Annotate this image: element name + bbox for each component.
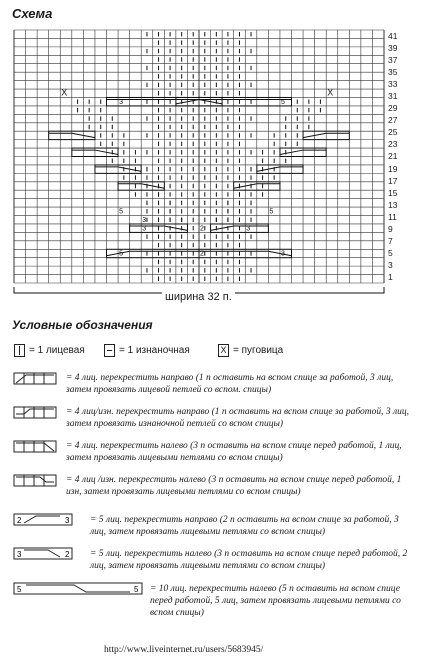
legend-knit-text: = 1 лицевая bbox=[29, 345, 85, 356]
cable-10-left-icon bbox=[10, 581, 146, 597]
cable-legend-row bbox=[10, 512, 415, 544]
cable-number-label: 3 bbox=[246, 225, 251, 233]
cable-number-label: 2 bbox=[200, 225, 204, 233]
knit-symbol-icon bbox=[14, 344, 25, 357]
cable-legend-row bbox=[10, 581, 415, 621]
cable-4-left-purl-icon bbox=[10, 474, 60, 488]
legend-button bbox=[218, 344, 283, 357]
cable-legend-row bbox=[10, 440, 415, 470]
row-number: 21 bbox=[388, 151, 398, 162]
row-number: 11 bbox=[388, 211, 397, 222]
cable-legend-row bbox=[10, 546, 415, 578]
svg-text:3: 3 bbox=[65, 516, 70, 525]
row-number: 13 bbox=[388, 199, 398, 210]
row-number: 15 bbox=[388, 187, 398, 198]
cable-number-label: 3 bbox=[119, 98, 123, 106]
source-watermark: http://www.liveinternet.ru/users/5683945/ bbox=[104, 645, 264, 655]
row-number: 7 bbox=[388, 235, 393, 246]
cable-legend-text: = 5 лиц. перекрестить налево (3 п оставить на вспом спице перед работой, 2 лиц, затем провязать лицевыми петлями со вспом спицы) bbox=[90, 549, 408, 571]
legend-purl-text: = 1 изнаночная bbox=[119, 345, 190, 356]
row-number: 23 bbox=[388, 139, 398, 150]
page-title: Схема bbox=[12, 6, 53, 21]
cable-legend-text: = 4 лиц/изн. перекрестить направо (1 п оставить на вспом спице за работой, 3 лиц, затем провязать изнаночной петлей со вспом спицы) bbox=[66, 407, 410, 429]
legend-title: Условные обозначения bbox=[12, 318, 153, 332]
cable-legend-text: = 4 лиц. перекрестить налево (3 п оставить на вспом спице перед работой, 1 лиц, затем провязать лицевыми петлями со вспом спицы) bbox=[66, 441, 402, 463]
row-number: 5 bbox=[388, 247, 393, 258]
cable-4-right-icon bbox=[10, 372, 60, 386]
cable-number-label: 3 bbox=[142, 216, 147, 224]
button-mark: X bbox=[327, 87, 334, 98]
purl-symbol-icon bbox=[104, 344, 115, 357]
row-number: 9 bbox=[388, 223, 393, 234]
cable-legend-text: = 5 лиц. перекрестить направо (2 п оставить на вспом спице за работой, 3 лиц, затем провязать лицевыми петлями со вспом спицы) bbox=[90, 515, 399, 537]
row-number: 17 bbox=[388, 175, 398, 186]
row-number: 1 bbox=[388, 271, 393, 282]
cable-number-label: 3 bbox=[280, 250, 285, 258]
row-number: 37 bbox=[388, 55, 398, 66]
row-number: 19 bbox=[388, 163, 398, 174]
cable-legend-row bbox=[10, 474, 415, 504]
cable-number-label: 5 bbox=[119, 208, 123, 216]
cable-number-label: 5 bbox=[269, 208, 274, 216]
button-mark: X bbox=[61, 87, 68, 98]
svg-text:2: 2 bbox=[17, 516, 22, 525]
legend-knit bbox=[14, 344, 85, 357]
row-number: 39 bbox=[388, 43, 398, 54]
legend-button-text: = пуговица bbox=[233, 345, 284, 356]
button-symbol-icon: X bbox=[218, 344, 229, 357]
row-number: 29 bbox=[388, 103, 398, 114]
svg-text:3: 3 bbox=[17, 550, 22, 559]
row-number: 33 bbox=[388, 79, 398, 90]
cable-4-right-purl-icon bbox=[10, 406, 60, 420]
cable-number-label: 5 bbox=[280, 98, 285, 106]
cable-legend-row bbox=[10, 372, 415, 402]
cable-legend-row bbox=[10, 406, 415, 436]
row-number: 27 bbox=[388, 115, 398, 126]
chart-width-label: ширина 32 п. bbox=[162, 291, 235, 303]
row-number: 35 bbox=[388, 67, 398, 78]
cable-legend-text: = 10 лиц. перекрестить налево (5 п оставить на вспом спице перед работой, 5 лиц, затем провязать лицевыми петлями со вспом спицы) bbox=[150, 584, 401, 618]
svg-text:5: 5 bbox=[134, 585, 139, 594]
cable-legend-text: = 4 лиц /изн. перекрестить налево (3 п оставить на вспом спице перед работой, 1 изн, затем провязать лицевыми петлями со вспом спицы) bbox=[66, 475, 402, 497]
cable-legend-text: = 4 лиц. перекрестить направо (1 п оставить на вспом спице за работой, 3 лиц, затем провязать лицевой петлей со вспом. спицы) bbox=[66, 373, 394, 395]
cable-5-right-icon bbox=[10, 512, 76, 528]
row-number: 3 bbox=[388, 259, 393, 270]
knitting-chart bbox=[0, 0, 421, 310]
cable-number-label: 3 bbox=[142, 225, 147, 233]
legend-purl bbox=[104, 344, 190, 357]
row-number: 31 bbox=[388, 91, 398, 102]
cable-4-left-icon bbox=[10, 440, 60, 454]
svg-text:5: 5 bbox=[17, 585, 22, 594]
cable-number-label: 5 bbox=[119, 250, 123, 258]
row-number: 41 bbox=[388, 31, 398, 41]
cable-5-left-icon bbox=[10, 546, 76, 562]
svg-text:2: 2 bbox=[65, 550, 70, 559]
cable-number-label: 2 bbox=[200, 250, 204, 258]
row-number: 25 bbox=[388, 127, 398, 138]
